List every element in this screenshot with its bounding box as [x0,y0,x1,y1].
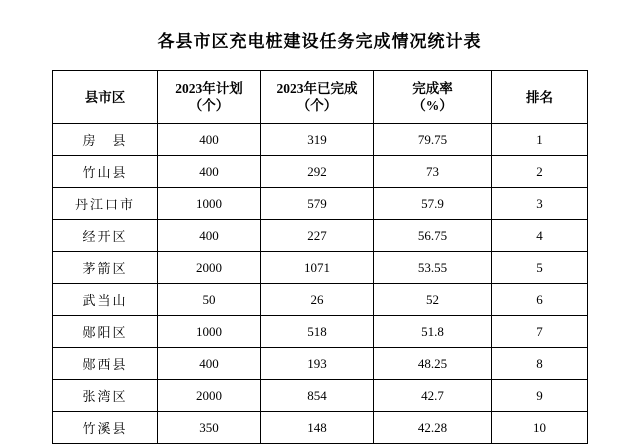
cell-rank: 7 [492,316,588,348]
cell-completed: 518 [261,316,374,348]
table-row [53,284,588,316]
column-header-region-line1: 县市区 [84,89,126,105]
cell-rank: 3 [492,188,588,220]
cell-plan: 1000 [158,316,261,348]
cell-completed: 579 [261,188,374,220]
cell-region: 郧阳区 [53,316,158,348]
cell-rate: 79.75 [374,124,492,156]
table-row [53,412,588,444]
cell-rate: 53.55 [374,252,492,284]
charging-pile-statistics-table [52,70,588,444]
cell-completed: 854 [261,380,374,412]
cell-completed: 26 [261,284,374,316]
cell-region: 茅箭区 [53,252,158,284]
cell-completed: 227 [261,220,374,252]
column-header-rate [374,71,492,124]
cell-region: 张湾区 [53,380,158,412]
cell-completed: 148 [261,412,374,444]
table-row [53,380,588,412]
cell-region: 竹山县 [53,156,158,188]
table-row [53,348,588,380]
column-header-completed [261,71,374,124]
cell-rank: 9 [492,380,588,412]
cell-rate: 51.8 [374,316,492,348]
cell-region: 房 县 [53,124,158,156]
column-header-region [53,71,158,124]
cell-region: 郧西县 [53,348,158,380]
cell-completed: 292 [261,156,374,188]
cell-region: 丹江口市 [53,188,158,220]
column-header-completed-line2: （个） [296,98,338,113]
cell-completed: 1071 [261,252,374,284]
cell-plan: 400 [158,124,261,156]
cell-region: 经开区 [53,220,158,252]
column-header-plan [158,71,261,124]
cell-rank: 6 [492,284,588,316]
cell-plan: 400 [158,220,261,252]
cell-rank: 5 [492,252,588,284]
table-row [53,220,588,252]
cell-plan: 400 [158,156,261,188]
table-row [53,156,588,188]
table-row [53,252,588,284]
cell-plan: 1000 [158,188,261,220]
cell-rate: 48.25 [374,348,492,380]
table-header [53,71,588,124]
cell-rate: 42.7 [374,380,492,412]
column-header-plan-line2: （个） [188,98,230,113]
column-header-rate-line2: （%） [412,98,453,113]
cell-rank: 2 [492,156,588,188]
page-title: 各县市区充电桩建设任务完成情况统计表 [157,32,482,51]
cell-plan: 400 [158,348,261,380]
column-header-completed-line1: 2023年已完成 [276,81,358,96]
column-header-plan-line1: 2023年计划 [175,81,243,96]
cell-rate: 52 [374,284,492,316]
table-row [53,316,588,348]
column-header-rank [492,71,588,124]
cell-rate: 42.28 [374,412,492,444]
table-row [53,188,588,220]
cell-rank: 4 [492,220,588,252]
table-header-row [53,71,588,124]
cell-region: 武当山 [53,284,158,316]
cell-plan: 2000 [158,252,261,284]
table-row [53,124,588,156]
column-header-rate-line1: 完成率 [412,81,453,96]
cell-rate: 73 [374,156,492,188]
cell-rank: 8 [492,348,588,380]
cell-rank: 10 [492,412,588,444]
cell-completed: 193 [261,348,374,380]
cell-plan: 2000 [158,380,261,412]
cell-rate: 56.75 [374,220,492,252]
cell-completed: 319 [261,124,374,156]
cell-region: 竹溪县 [53,412,158,444]
column-header-rank-line1: 排名 [526,89,553,105]
table-body [53,124,588,444]
cell-rank: 1 [492,124,588,156]
cell-plan: 350 [158,412,261,444]
cell-rate: 57.9 [374,188,492,220]
cell-plan: 50 [158,284,261,316]
